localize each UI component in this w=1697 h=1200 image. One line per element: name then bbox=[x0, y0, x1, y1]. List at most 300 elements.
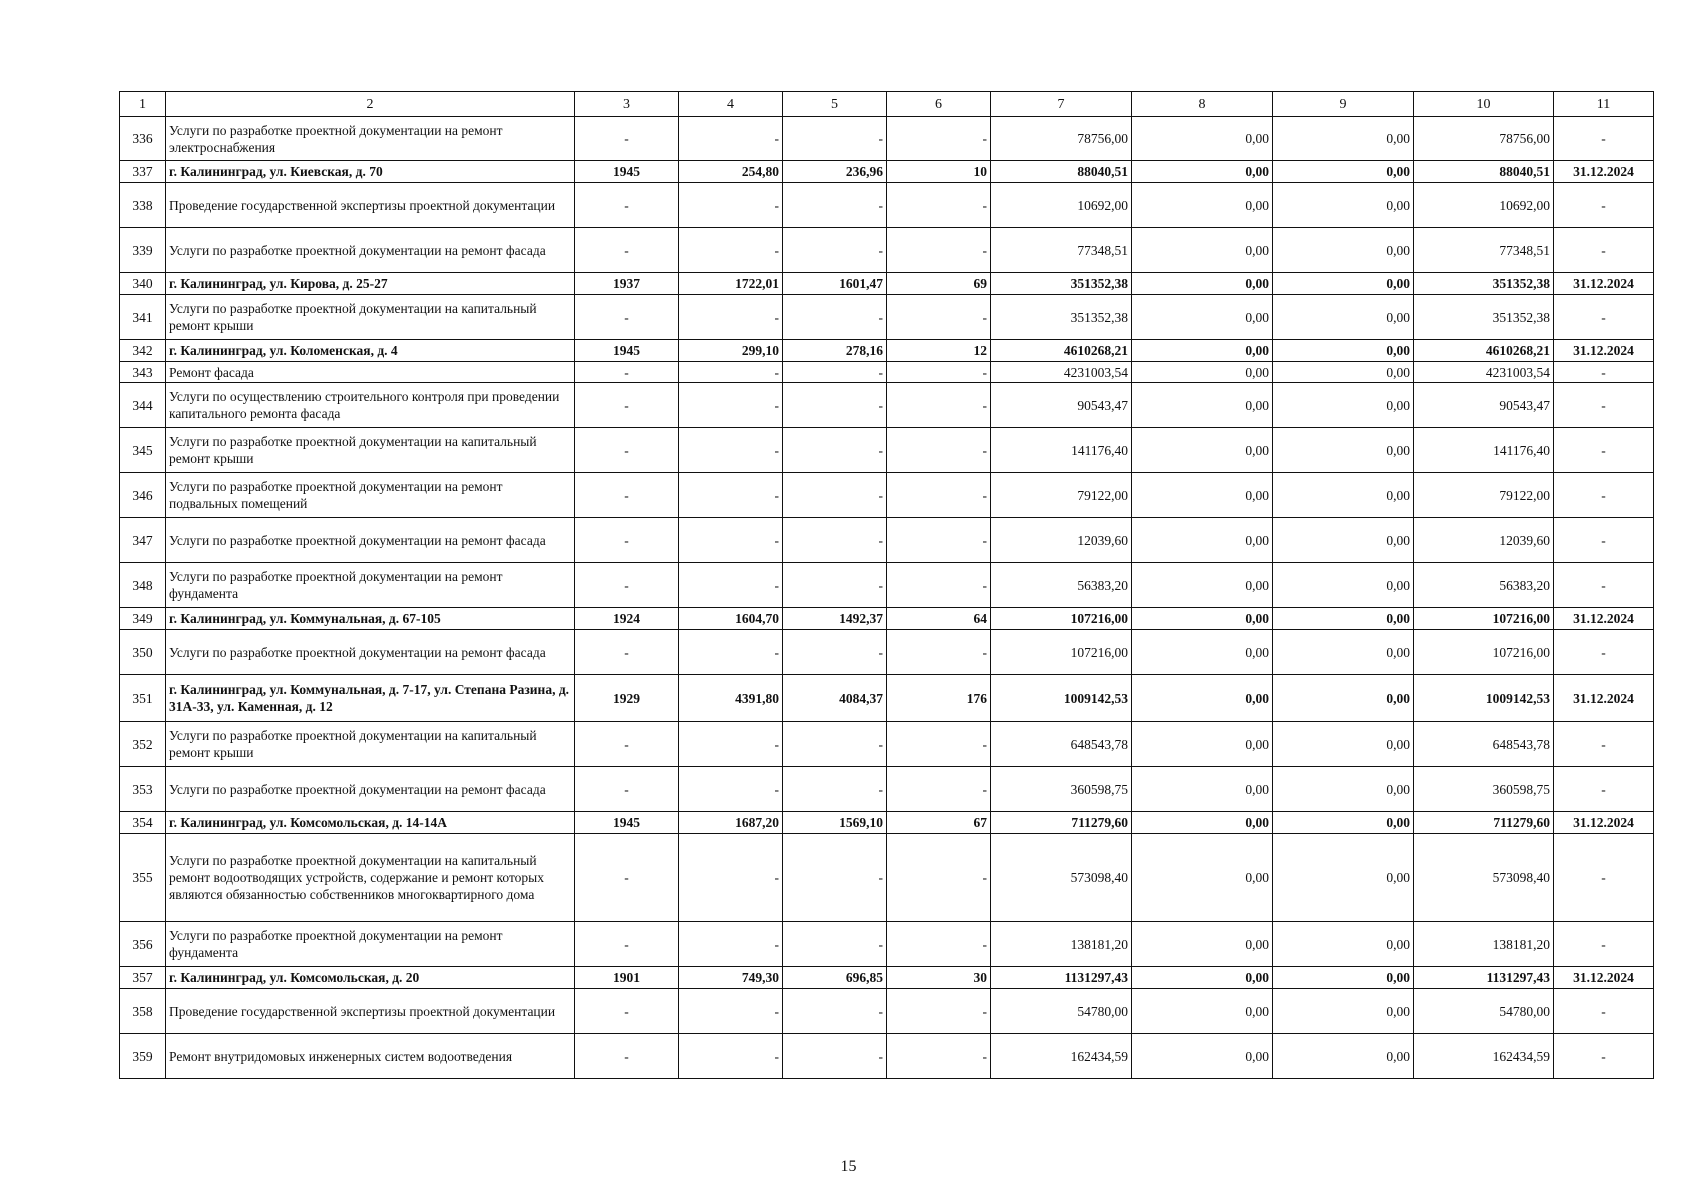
area-living-cell: - bbox=[783, 922, 887, 967]
residents-cell: - bbox=[887, 362, 991, 383]
cost-total-cell: 88040,51 bbox=[991, 161, 1132, 183]
cost-fund-cell: 0,00 bbox=[1132, 183, 1273, 228]
table-row bbox=[120, 563, 1654, 608]
deadline-cell: - bbox=[1554, 630, 1654, 675]
cost-other-cell: 0,00 bbox=[1273, 362, 1414, 383]
cost-fund-cell: 0,00 bbox=[1132, 989, 1273, 1034]
row-number-cell: 352 bbox=[120, 722, 166, 767]
table-row bbox=[120, 722, 1654, 767]
year-cell: - bbox=[575, 630, 679, 675]
cost-owners-cell: 4610268,21 bbox=[1414, 340, 1554, 362]
cost-other-cell: 0,00 bbox=[1273, 967, 1414, 989]
deadline-cell: 31.12.2024 bbox=[1554, 161, 1654, 183]
year-cell: - bbox=[575, 473, 679, 518]
year-cell: - bbox=[575, 362, 679, 383]
cost-total-cell: 360598,75 bbox=[991, 767, 1132, 812]
cost-fund-cell: 0,00 bbox=[1132, 722, 1273, 767]
cost-fund-cell: 0,00 bbox=[1132, 273, 1273, 295]
cost-owners-cell: 648543,78 bbox=[1414, 722, 1554, 767]
area-living-cell: - bbox=[783, 630, 887, 675]
table-row bbox=[120, 922, 1654, 967]
name-cell: Услуги по разработке проектной документации на капитальный ремонт водоотводящих устройств, содержание и ремонт которых являются обязанностью собственников многоквартирного дома bbox=[166, 834, 575, 922]
row-number-cell: 346 bbox=[120, 473, 166, 518]
area-living-cell: - bbox=[783, 295, 887, 340]
residents-cell: 64 bbox=[887, 608, 991, 630]
area-total-cell: - bbox=[679, 518, 783, 563]
deadline-cell: 31.12.2024 bbox=[1554, 340, 1654, 362]
area-total-cell: - bbox=[679, 473, 783, 518]
cost-other-cell: 0,00 bbox=[1273, 563, 1414, 608]
year-cell: 1945 bbox=[575, 812, 679, 834]
table-row bbox=[120, 630, 1654, 675]
year-cell: 1929 bbox=[575, 675, 679, 722]
residents-cell: - bbox=[887, 518, 991, 563]
address-row bbox=[120, 273, 1654, 295]
residents-cell: 176 bbox=[887, 675, 991, 722]
year-cell: - bbox=[575, 1034, 679, 1079]
table-row bbox=[120, 834, 1654, 922]
deadline-cell: - bbox=[1554, 767, 1654, 812]
name-cell: Услуги по разработке проектной документации на ремонт фундамента bbox=[166, 922, 575, 967]
deadline-cell: - bbox=[1554, 228, 1654, 273]
cost-total-cell: 77348,51 bbox=[991, 228, 1132, 273]
cost-other-cell: 0,00 bbox=[1273, 518, 1414, 563]
header-row bbox=[120, 92, 1654, 117]
row-number-cell: 357 bbox=[120, 967, 166, 989]
area-total-cell: - bbox=[679, 295, 783, 340]
column-header: 2 bbox=[166, 92, 575, 117]
table-row bbox=[120, 183, 1654, 228]
row-number-cell: 348 bbox=[120, 563, 166, 608]
address-row bbox=[120, 608, 1654, 630]
name-cell: Услуги по разработке проектной документации на ремонт фасада bbox=[166, 630, 575, 675]
cost-other-cell: 0,00 bbox=[1273, 428, 1414, 473]
area-living-cell: - bbox=[783, 117, 887, 161]
row-number-cell: 342 bbox=[120, 340, 166, 362]
name-cell: г. Калининград, ул. Коммунальная, д. 7-17, ул. Степана Разина, д. 31А-33, ул. Каменная, д. 12 bbox=[166, 675, 575, 722]
area-living-cell: 4084,37 bbox=[783, 675, 887, 722]
area-living-cell: - bbox=[783, 183, 887, 228]
cost-other-cell: 0,00 bbox=[1273, 273, 1414, 295]
name-cell: г. Калининград, ул. Комсомольская, д. 14-14А bbox=[166, 812, 575, 834]
cost-total-cell: 12039,60 bbox=[991, 518, 1132, 563]
area-total-cell: - bbox=[679, 1034, 783, 1079]
area-living-cell: - bbox=[783, 563, 887, 608]
residents-cell: 69 bbox=[887, 273, 991, 295]
area-total-cell: - bbox=[679, 383, 783, 428]
cost-owners-cell: 12039,60 bbox=[1414, 518, 1554, 563]
year-cell: - bbox=[575, 228, 679, 273]
cost-owners-cell: 77348,51 bbox=[1414, 228, 1554, 273]
row-number-cell: 353 bbox=[120, 767, 166, 812]
column-header: 11 bbox=[1554, 92, 1654, 117]
cost-fund-cell: 0,00 bbox=[1132, 473, 1273, 518]
cost-total-cell: 141176,40 bbox=[991, 428, 1132, 473]
row-number-cell: 338 bbox=[120, 183, 166, 228]
year-cell: 1945 bbox=[575, 340, 679, 362]
cost-fund-cell: 0,00 bbox=[1132, 922, 1273, 967]
deadline-cell: - bbox=[1554, 922, 1654, 967]
cost-other-cell: 0,00 bbox=[1273, 383, 1414, 428]
name-cell: Услуги по разработке проектной документации на капитальный ремонт крыши bbox=[166, 295, 575, 340]
year-cell: - bbox=[575, 989, 679, 1034]
area-living-cell: 1492,37 bbox=[783, 608, 887, 630]
cost-fund-cell: 0,00 bbox=[1132, 630, 1273, 675]
year-cell: - bbox=[575, 563, 679, 608]
year-cell: - bbox=[575, 834, 679, 922]
cost-total-cell: 162434,59 bbox=[991, 1034, 1132, 1079]
cost-total-cell: 79122,00 bbox=[991, 473, 1132, 518]
cost-other-cell: 0,00 bbox=[1273, 675, 1414, 722]
cost-total-cell: 573098,40 bbox=[991, 834, 1132, 922]
year-cell: - bbox=[575, 295, 679, 340]
area-living-cell: - bbox=[783, 518, 887, 563]
cost-owners-cell: 360598,75 bbox=[1414, 767, 1554, 812]
deadline-cell: - bbox=[1554, 722, 1654, 767]
cost-other-cell: 0,00 bbox=[1273, 1034, 1414, 1079]
area-total-cell: - bbox=[679, 630, 783, 675]
residents-cell: - bbox=[887, 428, 991, 473]
cost-fund-cell: 0,00 bbox=[1132, 428, 1273, 473]
column-header: 9 bbox=[1273, 92, 1414, 117]
row-number-cell: 336 bbox=[120, 117, 166, 161]
year-cell: - bbox=[575, 183, 679, 228]
table-row bbox=[120, 767, 1654, 812]
row-number-cell: 349 bbox=[120, 608, 166, 630]
table-row bbox=[120, 362, 1654, 383]
table-row bbox=[120, 1034, 1654, 1079]
cost-total-cell: 4610268,21 bbox=[991, 340, 1132, 362]
cost-owners-cell: 88040,51 bbox=[1414, 161, 1554, 183]
deadline-cell: - bbox=[1554, 989, 1654, 1034]
cost-owners-cell: 351352,38 bbox=[1414, 273, 1554, 295]
row-number-cell: 337 bbox=[120, 161, 166, 183]
area-total-cell: - bbox=[679, 428, 783, 473]
area-total-cell: 749,30 bbox=[679, 967, 783, 989]
name-cell: Услуги по разработке проектной документации на ремонт электроснабжения bbox=[166, 117, 575, 161]
cost-total-cell: 4231003,54 bbox=[991, 362, 1132, 383]
cost-total-cell: 107216,00 bbox=[991, 608, 1132, 630]
table-row bbox=[120, 383, 1654, 428]
deadline-cell: - bbox=[1554, 834, 1654, 922]
column-header: 6 bbox=[887, 92, 991, 117]
cost-total-cell: 711279,60 bbox=[991, 812, 1132, 834]
residents-cell: - bbox=[887, 989, 991, 1034]
area-living-cell: - bbox=[783, 767, 887, 812]
address-row bbox=[120, 967, 1654, 989]
cost-fund-cell: 0,00 bbox=[1132, 228, 1273, 273]
name-cell: Услуги по разработке проектной документации на ремонт фасада bbox=[166, 228, 575, 273]
column-header: 4 bbox=[679, 92, 783, 117]
cost-fund-cell: 0,00 bbox=[1132, 563, 1273, 608]
row-number-cell: 359 bbox=[120, 1034, 166, 1079]
name-cell: г. Калининград, ул. Кирова, д. 25-27 bbox=[166, 273, 575, 295]
cost-other-cell: 0,00 bbox=[1273, 608, 1414, 630]
row-number-cell: 347 bbox=[120, 518, 166, 563]
cost-total-cell: 10692,00 bbox=[991, 183, 1132, 228]
cost-owners-cell: 56383,20 bbox=[1414, 563, 1554, 608]
cost-fund-cell: 0,00 bbox=[1132, 608, 1273, 630]
cost-other-cell: 0,00 bbox=[1273, 117, 1414, 161]
deadline-cell: - bbox=[1554, 473, 1654, 518]
deadline-cell: 31.12.2024 bbox=[1554, 675, 1654, 722]
cost-other-cell: 0,00 bbox=[1273, 340, 1414, 362]
name-cell: Проведение государственной экспертизы проектной документации bbox=[166, 989, 575, 1034]
row-number-cell: 356 bbox=[120, 922, 166, 967]
cost-owners-cell: 351352,38 bbox=[1414, 295, 1554, 340]
cost-fund-cell: 0,00 bbox=[1132, 1034, 1273, 1079]
name-cell: г. Калининград, ул. Киевская, д. 70 bbox=[166, 161, 575, 183]
area-living-cell: 1569,10 bbox=[783, 812, 887, 834]
cost-owners-cell: 78756,00 bbox=[1414, 117, 1554, 161]
address-row bbox=[120, 675, 1654, 722]
cost-other-cell: 0,00 bbox=[1273, 922, 1414, 967]
cost-fund-cell: 0,00 bbox=[1132, 295, 1273, 340]
year-cell: - bbox=[575, 722, 679, 767]
cost-other-cell: 0,00 bbox=[1273, 183, 1414, 228]
area-living-cell: - bbox=[783, 989, 887, 1034]
name-cell: г. Калининград, ул. Коммунальная, д. 67-105 bbox=[166, 608, 575, 630]
cost-total-cell: 1009142,53 bbox=[991, 675, 1132, 722]
year-cell: - bbox=[575, 767, 679, 812]
column-header: 8 bbox=[1132, 92, 1273, 117]
area-living-cell: 1601,47 bbox=[783, 273, 887, 295]
residents-cell: - bbox=[887, 630, 991, 675]
cost-fund-cell: 0,00 bbox=[1132, 967, 1273, 989]
area-living-cell: - bbox=[783, 473, 887, 518]
address-row bbox=[120, 812, 1654, 834]
row-number-cell: 355 bbox=[120, 834, 166, 922]
area-living-cell: - bbox=[783, 1034, 887, 1079]
area-total-cell: - bbox=[679, 989, 783, 1034]
residents-cell: - bbox=[887, 722, 991, 767]
area-total-cell: - bbox=[679, 183, 783, 228]
deadline-cell: - bbox=[1554, 428, 1654, 473]
data-table bbox=[119, 91, 1654, 1079]
year-cell: - bbox=[575, 383, 679, 428]
area-total-cell: - bbox=[679, 922, 783, 967]
column-header: 10 bbox=[1414, 92, 1554, 117]
cost-total-cell: 56383,20 bbox=[991, 563, 1132, 608]
column-header: 1 bbox=[120, 92, 166, 117]
cost-owners-cell: 138181,20 bbox=[1414, 922, 1554, 967]
row-number-cell: 354 bbox=[120, 812, 166, 834]
deadline-cell: - bbox=[1554, 117, 1654, 161]
area-living-cell: - bbox=[783, 834, 887, 922]
name-cell: Услуги по разработке проектной документации на ремонт фасада bbox=[166, 518, 575, 563]
cost-other-cell: 0,00 bbox=[1273, 767, 1414, 812]
cost-fund-cell: 0,00 bbox=[1132, 161, 1273, 183]
row-number-cell: 343 bbox=[120, 362, 166, 383]
cost-total-cell: 138181,20 bbox=[991, 922, 1132, 967]
name-cell: Услуги по разработке проектной документации на капитальный ремонт крыши bbox=[166, 428, 575, 473]
table-row bbox=[120, 989, 1654, 1034]
cost-owners-cell: 1009142,53 bbox=[1414, 675, 1554, 722]
area-living-cell: 278,16 bbox=[783, 340, 887, 362]
residents-cell: 67 bbox=[887, 812, 991, 834]
area-total-cell: 1687,20 bbox=[679, 812, 783, 834]
name-cell: г. Калининград, ул. Комсомольская, д. 20 bbox=[166, 967, 575, 989]
cost-other-cell: 0,00 bbox=[1273, 473, 1414, 518]
column-header: 3 bbox=[575, 92, 679, 117]
cost-total-cell: 351352,38 bbox=[991, 273, 1132, 295]
address-row bbox=[120, 340, 1654, 362]
area-total-cell: 1604,70 bbox=[679, 608, 783, 630]
area-living-cell: - bbox=[783, 722, 887, 767]
name-cell: Ремонт фасада bbox=[166, 362, 575, 383]
deadline-cell: 31.12.2024 bbox=[1554, 608, 1654, 630]
cost-fund-cell: 0,00 bbox=[1132, 383, 1273, 428]
cost-owners-cell: 1131297,43 bbox=[1414, 967, 1554, 989]
residents-cell: - bbox=[887, 473, 991, 518]
residents-cell: - bbox=[887, 922, 991, 967]
area-living-cell: 236,96 bbox=[783, 161, 887, 183]
area-living-cell: - bbox=[783, 383, 887, 428]
name-cell: Услуги по разработке проектной документации на ремонт фундамента bbox=[166, 563, 575, 608]
row-number-cell: 344 bbox=[120, 383, 166, 428]
cost-fund-cell: 0,00 bbox=[1132, 518, 1273, 563]
cost-owners-cell: 79122,00 bbox=[1414, 473, 1554, 518]
name-cell: Услуги по осуществлению строительного контроля при проведении капитального ремонта фасада bbox=[166, 383, 575, 428]
year-cell: 1945 bbox=[575, 161, 679, 183]
cost-other-cell: 0,00 bbox=[1273, 161, 1414, 183]
area-total-cell: 299,10 bbox=[679, 340, 783, 362]
residents-cell: - bbox=[887, 183, 991, 228]
deadline-cell: - bbox=[1554, 518, 1654, 563]
year-cell: - bbox=[575, 428, 679, 473]
address-row bbox=[120, 161, 1654, 183]
year-cell: - bbox=[575, 117, 679, 161]
deadline-cell: 31.12.2024 bbox=[1554, 967, 1654, 989]
deadline-cell: 31.12.2024 bbox=[1554, 273, 1654, 295]
row-number-cell: 340 bbox=[120, 273, 166, 295]
cost-fund-cell: 0,00 bbox=[1132, 340, 1273, 362]
cost-total-cell: 1131297,43 bbox=[991, 967, 1132, 989]
cost-owners-cell: 4231003,54 bbox=[1414, 362, 1554, 383]
area-total-cell: 1722,01 bbox=[679, 273, 783, 295]
name-cell: Услуги по разработке проектной документации на ремонт фасада bbox=[166, 767, 575, 812]
name-cell: Услуги по разработке проектной документации на ремонт подвальных помещений bbox=[166, 473, 575, 518]
cost-total-cell: 54780,00 bbox=[991, 989, 1132, 1034]
cost-fund-cell: 0,00 bbox=[1132, 362, 1273, 383]
row-number-cell: 351 bbox=[120, 675, 166, 722]
cost-other-cell: 0,00 bbox=[1273, 228, 1414, 273]
year-cell: 1924 bbox=[575, 608, 679, 630]
residents-cell: - bbox=[887, 1034, 991, 1079]
area-living-cell: 696,85 bbox=[783, 967, 887, 989]
area-total-cell: - bbox=[679, 117, 783, 161]
row-number-cell: 341 bbox=[120, 295, 166, 340]
area-living-cell: - bbox=[783, 362, 887, 383]
residents-cell: - bbox=[887, 295, 991, 340]
cost-total-cell: 648543,78 bbox=[991, 722, 1132, 767]
area-total-cell: - bbox=[679, 767, 783, 812]
area-total-cell: 4391,80 bbox=[679, 675, 783, 722]
page-number: 15 bbox=[840, 1158, 857, 1175]
table-row bbox=[120, 518, 1654, 563]
area-living-cell: - bbox=[783, 428, 887, 473]
cost-owners-cell: 10692,00 bbox=[1414, 183, 1554, 228]
cost-fund-cell: 0,00 bbox=[1132, 834, 1273, 922]
year-cell: - bbox=[575, 518, 679, 563]
area-total-cell: - bbox=[679, 563, 783, 608]
row-number-cell: 350 bbox=[120, 630, 166, 675]
table-row bbox=[120, 473, 1654, 518]
cost-fund-cell: 0,00 bbox=[1132, 675, 1273, 722]
column-header: 7 bbox=[991, 92, 1132, 117]
row-number-cell: 358 bbox=[120, 989, 166, 1034]
area-total-cell: - bbox=[679, 834, 783, 922]
column-header: 5 bbox=[783, 92, 887, 117]
deadline-cell: - bbox=[1554, 183, 1654, 228]
area-total-cell: - bbox=[679, 362, 783, 383]
table-row bbox=[120, 428, 1654, 473]
cost-fund-cell: 0,00 bbox=[1132, 117, 1273, 161]
cost-total-cell: 351352,38 bbox=[991, 295, 1132, 340]
table-body bbox=[120, 117, 1654, 1079]
deadline-cell: - bbox=[1554, 383, 1654, 428]
residents-cell: - bbox=[887, 563, 991, 608]
cost-total-cell: 107216,00 bbox=[991, 630, 1132, 675]
residents-cell: - bbox=[887, 767, 991, 812]
cost-other-cell: 0,00 bbox=[1273, 989, 1414, 1034]
cost-fund-cell: 0,00 bbox=[1132, 812, 1273, 834]
area-total-cell: - bbox=[679, 722, 783, 767]
area-total-cell: 254,80 bbox=[679, 161, 783, 183]
deadline-cell: - bbox=[1554, 1034, 1654, 1079]
residents-cell: - bbox=[887, 383, 991, 428]
residents-cell: - bbox=[887, 834, 991, 922]
cost-total-cell: 78756,00 bbox=[991, 117, 1132, 161]
name-cell: Проведение государственной экспертизы проектной документации bbox=[166, 183, 575, 228]
cost-owners-cell: 107216,00 bbox=[1414, 608, 1554, 630]
cost-total-cell: 90543,47 bbox=[991, 383, 1132, 428]
year-cell: - bbox=[575, 922, 679, 967]
name-cell: г. Калининград, ул. Коломенская, д. 4 bbox=[166, 340, 575, 362]
area-living-cell: - bbox=[783, 228, 887, 273]
table-row bbox=[120, 228, 1654, 273]
cost-other-cell: 0,00 bbox=[1273, 722, 1414, 767]
table-row bbox=[120, 295, 1654, 340]
cost-owners-cell: 54780,00 bbox=[1414, 989, 1554, 1034]
residents-cell: 12 bbox=[887, 340, 991, 362]
cost-other-cell: 0,00 bbox=[1273, 812, 1414, 834]
deadline-cell: - bbox=[1554, 563, 1654, 608]
cost-owners-cell: 90543,47 bbox=[1414, 383, 1554, 428]
name-cell: Услуги по разработке проектной документации на капитальный ремонт крыши bbox=[166, 722, 575, 767]
year-cell: 1937 bbox=[575, 273, 679, 295]
cost-owners-cell: 573098,40 bbox=[1414, 834, 1554, 922]
table-row bbox=[120, 117, 1654, 161]
residents-cell: 30 bbox=[887, 967, 991, 989]
name-cell: Ремонт внутридомовых инженерных систем водоотведения bbox=[166, 1034, 575, 1079]
area-total-cell: - bbox=[679, 228, 783, 273]
row-number-cell: 339 bbox=[120, 228, 166, 273]
cost-fund-cell: 0,00 bbox=[1132, 767, 1273, 812]
cost-owners-cell: 107216,00 bbox=[1414, 630, 1554, 675]
deadline-cell: 31.12.2024 bbox=[1554, 812, 1654, 834]
deadline-cell: - bbox=[1554, 295, 1654, 340]
cost-other-cell: 0,00 bbox=[1273, 295, 1414, 340]
cost-other-cell: 0,00 bbox=[1273, 834, 1414, 922]
residents-cell: - bbox=[887, 228, 991, 273]
cost-owners-cell: 141176,40 bbox=[1414, 428, 1554, 473]
year-cell: 1901 bbox=[575, 967, 679, 989]
cost-owners-cell: 162434,59 bbox=[1414, 1034, 1554, 1079]
cost-owners-cell: 711279,60 bbox=[1414, 812, 1554, 834]
residents-cell: - bbox=[887, 117, 991, 161]
cost-other-cell: 0,00 bbox=[1273, 630, 1414, 675]
